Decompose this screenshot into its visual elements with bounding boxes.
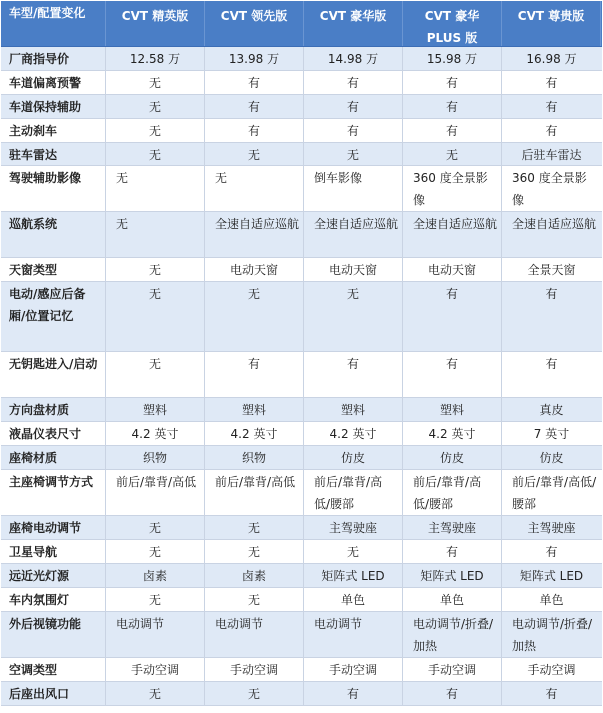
row-value-1: 无 — [106, 71, 205, 94]
table-row — [1, 352, 602, 398]
header-model-2: CVT 领先版 — [205, 1, 304, 46]
row-value-2: 全速自适应巡航 — [205, 212, 304, 257]
row-label: 卫星导航 — [1, 540, 106, 563]
table-row — [1, 212, 602, 258]
row-value-2: 有 — [205, 119, 304, 142]
row-label: 驾驶辅助影像 — [1, 166, 106, 211]
row-value-3: 有 — [304, 352, 403, 397]
row-value-5: 手动空调 — [527, 663, 576, 677]
row-value-1: 4.2 英寸 — [106, 422, 205, 445]
row-value-1: 无 — [106, 588, 205, 611]
row-value-1: 无 — [106, 352, 205, 397]
row-value-1: 无 — [106, 258, 205, 281]
row-value-2: 有 — [205, 71, 304, 94]
row-value-3: 有 — [304, 95, 403, 118]
row-value-3: 14.98 万 — [304, 47, 403, 70]
row-value-4: 手动空调 — [403, 658, 502, 681]
row-value-1: 无 — [106, 282, 205, 351]
table-row — [1, 612, 602, 658]
row-value-2: 无 — [205, 516, 304, 539]
row-label: 方向盘材质 — [1, 398, 106, 421]
row-label: 厂商指导价 — [1, 47, 106, 70]
row-value-4: 仿皮 — [403, 446, 502, 469]
row-value-5: 有 — [545, 287, 558, 301]
row-value-5: 360 度全景影像 — [512, 171, 587, 207]
row-value-5: 有 — [545, 687, 558, 701]
row-label: 主动刹车 — [1, 119, 106, 142]
row-value-4: 有 — [403, 95, 502, 118]
row-value-5: 矩阵式 LED — [519, 569, 584, 583]
row-value-3: 前后/靠背/高低/腰部 — [304, 470, 403, 515]
row-value-2: 手动空调 — [205, 658, 304, 681]
row-value-4: 电动天窗 — [403, 258, 502, 281]
row-label: 液晶仪表尺寸 — [1, 422, 106, 445]
row-value-3: 仿皮 — [304, 446, 403, 469]
table-row — [1, 682, 602, 706]
table-row — [1, 588, 602, 612]
row-value-5: 仿皮 — [539, 451, 564, 465]
row-value-3: 有 — [304, 71, 403, 94]
row-value-3: 矩阵式 LED — [304, 564, 403, 587]
row-value-2: 13.98 万 — [205, 47, 304, 70]
row-value-5: 后驻车雷达 — [521, 148, 582, 162]
table-row — [1, 658, 602, 682]
row-value-5: 真皮 — [539, 403, 564, 417]
row-value-1: 无 — [106, 143, 205, 165]
row-value-2: 电动天窗 — [205, 258, 304, 281]
row-value-5: 全速自适应巡航 — [512, 217, 597, 231]
row-value-2: 前后/靠背/高低 — [205, 470, 304, 515]
row-value-4: 有 — [403, 71, 502, 94]
row-value-3: 塑料 — [304, 398, 403, 421]
row-value-2: 无 — [205, 282, 304, 351]
row-value-4: 主驾驶座 — [403, 516, 502, 539]
table-row — [1, 446, 602, 470]
table-row — [1, 516, 602, 540]
row-value-4: 有 — [403, 352, 502, 397]
row-value-5: 有 — [545, 357, 558, 371]
row-label: 巡航系统 — [1, 212, 106, 257]
row-label: 空调类型 — [1, 658, 106, 681]
row-label: 电动/感应后备厢/位置记忆 — [1, 282, 106, 351]
row-value-4: 单色 — [403, 588, 502, 611]
row-value-3: 主驾驶座 — [304, 516, 403, 539]
row-value-3: 单色 — [304, 588, 403, 611]
row-value-3: 电动天窗 — [304, 258, 403, 281]
row-value-5: 7 英寸 — [533, 427, 570, 441]
row-value-2: 无 — [205, 588, 304, 611]
row-value-2: 有 — [205, 95, 304, 118]
row-value-5: 有 — [545, 76, 558, 90]
row-value-1: 无 — [106, 119, 205, 142]
row-value-3: 4.2 英寸 — [304, 422, 403, 445]
row-value-2: 织物 — [205, 446, 304, 469]
row-value-5: 16.98 万 — [526, 52, 577, 66]
row-value-4: 全速自适应巡航 — [403, 212, 502, 257]
row-value-4: 360 度全景影像 — [403, 166, 502, 211]
row-label: 主座椅调节方式 — [1, 470, 106, 515]
row-value-4: 矩阵式 LED — [403, 564, 502, 587]
row-value-4: 塑料 — [403, 398, 502, 421]
row-value-3: 电动调节 — [304, 612, 403, 657]
row-label: 远近光灯源 — [1, 564, 106, 587]
row-label: 车道偏离预警 — [1, 71, 106, 94]
row-value-1: 无 — [106, 95, 205, 118]
table-row — [1, 470, 602, 516]
table-row — [1, 422, 602, 446]
row-label: 无钥匙进入/启动 — [1, 352, 106, 397]
row-label: 座椅电动调节 — [1, 516, 106, 539]
header-model-5: CVT 尊贵版 — [502, 1, 601, 46]
row-value-4: 无 — [403, 143, 502, 165]
table-row — [1, 282, 602, 352]
row-value-3: 全速自适应巡航 — [304, 212, 403, 257]
table-row — [1, 166, 602, 212]
table-header-row — [1, 1, 602, 47]
table-row — [1, 143, 602, 166]
row-value-4: 15.98 万 — [403, 47, 502, 70]
row-value-2: 电动调节 — [205, 612, 304, 657]
row-label: 外后视镜功能 — [1, 612, 106, 657]
header-model-3: CVT 豪华版 — [304, 1, 403, 46]
row-value-2: 无 — [205, 143, 304, 165]
row-value-1: 无 — [106, 516, 205, 539]
row-value-2: 无 — [205, 682, 304, 705]
row-value-4: 有 — [403, 282, 502, 351]
row-value-5: 主驾驶座 — [527, 521, 576, 535]
row-value-4: 前后/靠背/高低/腰部 — [403, 470, 502, 515]
row-value-4: 4.2 英寸 — [403, 422, 502, 445]
row-value-2: 卤素 — [205, 564, 304, 587]
config-comparison-table — [1, 1, 602, 706]
row-label: 驻车雷达 — [1, 143, 106, 165]
row-value-1: 无 — [106, 682, 205, 705]
row-value-1: 卤素 — [106, 564, 205, 587]
row-value-1: 电动调节 — [106, 612, 205, 657]
row-value-3: 无 — [304, 143, 403, 165]
header-model-1: CVT 精英版 — [106, 1, 205, 46]
row-value-5: 前后/靠背/高低/腰部 — [512, 475, 597, 511]
row-value-3: 倒车影像 — [304, 166, 403, 211]
row-value-3: 无 — [304, 540, 403, 563]
row-value-1: 无 — [106, 540, 205, 563]
row-value-3: 无 — [304, 282, 403, 351]
row-value-5: 单色 — [539, 593, 564, 607]
table-row — [1, 119, 602, 143]
row-value-5: 有 — [545, 545, 558, 559]
row-value-1: 织物 — [106, 446, 205, 469]
row-value-2: 无 — [205, 540, 304, 563]
table-row — [1, 398, 602, 422]
row-value-5: 电动调节/折叠/加热 — [512, 617, 593, 653]
row-value-1: 塑料 — [106, 398, 205, 421]
row-label: 车内氛围灯 — [1, 588, 106, 611]
header-label: 车型/配置变化 — [1, 1, 106, 46]
table-row — [1, 47, 602, 71]
row-value-2: 4.2 英寸 — [205, 422, 304, 445]
table-row — [1, 95, 602, 119]
row-label: 后座出风口 — [1, 682, 106, 705]
row-value-5: 全景天窗 — [527, 263, 576, 277]
table-row — [1, 564, 602, 588]
row-value-1: 无 — [106, 166, 205, 211]
row-label: 车道保持辅助 — [1, 95, 106, 118]
table-row — [1, 540, 602, 564]
table-row — [1, 258, 602, 282]
row-value-4: 电动调节/折叠/加热 — [403, 612, 502, 657]
row-value-4: 有 — [403, 540, 502, 563]
row-value-1: 12.58 万 — [106, 47, 205, 70]
row-value-3: 有 — [304, 682, 403, 705]
row-value-4: 有 — [403, 682, 502, 705]
row-value-3: 有 — [304, 119, 403, 142]
header-model-4: CVT 豪华 PLUS 版 — [403, 1, 502, 46]
row-value-4: 有 — [403, 119, 502, 142]
row-value-5: 有 — [545, 124, 558, 138]
row-label: 座椅材质 — [1, 446, 106, 469]
row-label: 天窗类型 — [1, 258, 106, 281]
row-value-5: 有 — [545, 100, 558, 114]
row-value-2: 塑料 — [205, 398, 304, 421]
table-row — [1, 71, 602, 95]
row-value-2: 无 — [205, 166, 304, 211]
row-value-1: 前后/靠背/高低 — [106, 470, 205, 515]
row-value-1: 手动空调 — [106, 658, 205, 681]
row-value-3: 手动空调 — [304, 658, 403, 681]
row-value-2: 有 — [205, 352, 304, 397]
row-value-1: 无 — [106, 212, 205, 257]
